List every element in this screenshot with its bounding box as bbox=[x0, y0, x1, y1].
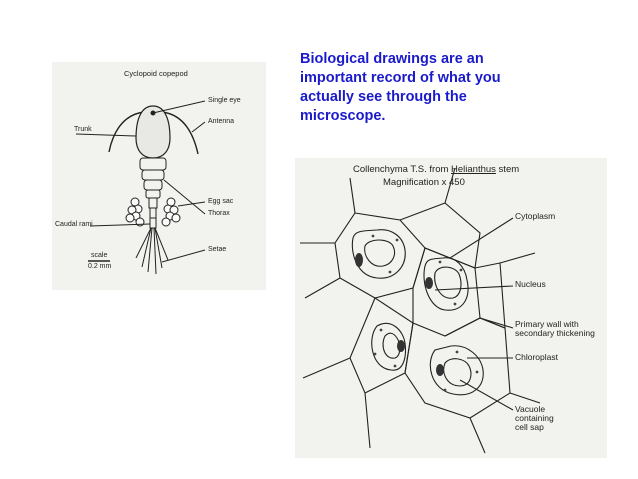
label-trunk: Trunk bbox=[74, 126, 92, 133]
label-egg-sac: Egg sac bbox=[208, 198, 234, 205]
description-line: important record of what you bbox=[300, 70, 501, 86]
label-chloroplast: Chloroplast bbox=[515, 352, 558, 362]
label-primary-wall bbox=[515, 320, 595, 338]
label-vacuole bbox=[515, 405, 554, 432]
title-suffix: stem bbox=[495, 164, 520, 175]
label-single-eye: Single eye bbox=[208, 97, 241, 104]
description-line: actually see through the bbox=[300, 89, 467, 105]
label-primary-wall-line: Primary wall with bbox=[515, 319, 579, 329]
title-prefix: Collenchyma T.S. from bbox=[353, 164, 452, 175]
label-vacuole-line: Vacuole bbox=[515, 404, 546, 414]
scale-label: scale bbox=[91, 252, 108, 259]
description-line: Biological drawings are an bbox=[300, 51, 484, 67]
label-nucleus: Nucleus bbox=[515, 279, 546, 289]
label-vacuole-line: containing bbox=[515, 413, 554, 423]
label-thorax: Thorax bbox=[208, 210, 230, 217]
label-vacuole-line: cell sap bbox=[515, 422, 544, 432]
copepod-title: Cyclopoid copepod bbox=[124, 69, 188, 78]
collenchyma-drawing bbox=[295, 158, 607, 458]
label-cytoplasm: Cytoplasm bbox=[515, 211, 556, 221]
description-line: microscope. bbox=[300, 108, 386, 124]
copepod-drawing bbox=[52, 62, 266, 290]
label-setae: Setae bbox=[208, 246, 227, 253]
label-antenna: Antenna bbox=[208, 118, 235, 125]
magnification: Magnification x 450 bbox=[383, 177, 465, 188]
scale-value: 0.2 mm bbox=[88, 263, 112, 270]
title-species: Helianthus bbox=[451, 164, 496, 175]
label-caudal-rami: Caudal rami bbox=[55, 221, 93, 228]
description-text bbox=[300, 50, 620, 126]
collenchyma-title bbox=[353, 164, 519, 175]
collenchyma-illustration bbox=[295, 158, 607, 458]
label-primary-wall-line: secondary thickening bbox=[515, 328, 595, 338]
